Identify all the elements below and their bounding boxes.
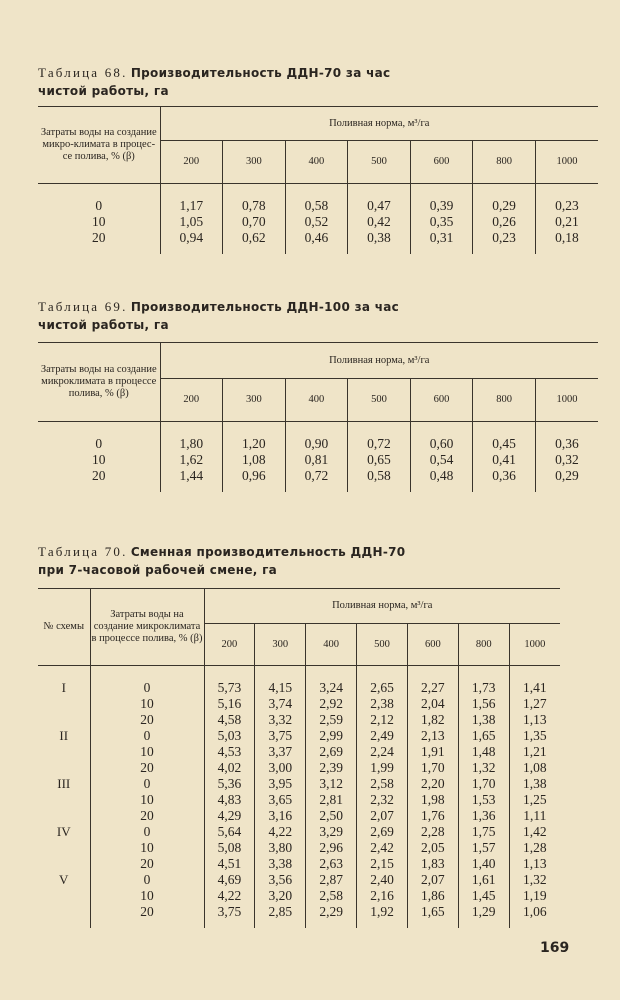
value-cell: 2,50 <box>306 808 357 824</box>
value-cell: 2,38 <box>357 696 408 712</box>
beta-cell: 0 <box>90 666 204 697</box>
table70-title-line1: Сменная производительность ДДН-70 <box>130 545 406 559</box>
norm-header-300: 300 <box>255 624 306 666</box>
value-cell: 1,27 <box>509 696 560 712</box>
value-cell: 2,05 <box>407 840 458 856</box>
value-cell: 3,38 <box>255 856 306 872</box>
table-row <box>38 744 560 760</box>
norm-header-600: 600 <box>407 624 458 666</box>
beta-column-header: Затраты воды на создание микро-климата в процес-се полива, % (β) <box>38 107 160 184</box>
scheme-cell: II <box>59 728 69 743</box>
table-row <box>38 696 560 712</box>
value-cell: 0,62 <box>223 230 286 254</box>
table69-body <box>38 422 598 493</box>
table-row <box>38 840 560 856</box>
norm-header-1000: 1000 <box>535 141 598 184</box>
value-cell: 0,31 <box>410 230 473 254</box>
norm-header-600: 600 <box>410 141 473 184</box>
value-cell: 1,17 <box>160 184 223 215</box>
table-row <box>38 872 560 888</box>
value-cell: 2,58 <box>357 776 408 792</box>
value-cell: 4,15 <box>255 666 306 697</box>
table-row <box>38 452 598 468</box>
value-cell: 1,19 <box>509 888 560 904</box>
scheme-cell <box>38 888 90 904</box>
value-cell: 1,75 <box>458 824 509 840</box>
table68-title-line1: Производительность ДДН-70 за час <box>130 66 391 80</box>
value-cell: 3,29 <box>306 824 357 840</box>
norm-header-200: 200 <box>160 141 223 184</box>
value-cell: 1,40 <box>458 856 509 872</box>
value-cell: 1,56 <box>458 696 509 712</box>
value-cell: 1,76 <box>407 808 458 824</box>
value-cell: 4,22 <box>255 824 306 840</box>
value-cell: 0,21 <box>535 214 598 230</box>
value-cell: 0,47 <box>348 184 411 215</box>
beta-column-header: Затраты воды на создание микроклимата в процессе полива, % (β) <box>90 589 204 666</box>
beta-cell: 10 <box>92 452 106 467</box>
table70-title-line2: при 7-часовой рабочей смене, га <box>38 563 278 577</box>
value-cell: 1,29 <box>458 904 509 928</box>
value-cell: 2,87 <box>306 872 357 888</box>
value-cell: 2,85 <box>255 904 306 928</box>
value-cell: 3,12 <box>306 776 357 792</box>
norm-header-800: 800 <box>473 379 536 422</box>
scheme-cell <box>38 840 90 856</box>
value-cell: 1,36 <box>458 808 509 824</box>
value-cell: 2,63 <box>306 856 357 872</box>
value-cell: 4,22 <box>204 888 255 904</box>
table68 <box>38 106 598 254</box>
norm-header-500: 500 <box>348 379 411 422</box>
value-cell: 3,37 <box>255 744 306 760</box>
irrigation-norm-header: Поливная норма, м³/га <box>160 343 598 379</box>
value-cell: 0,90 <box>285 422 348 453</box>
norm-header-500: 500 <box>357 624 408 666</box>
value-cell: 0,29 <box>473 184 536 215</box>
value-cell: 0,29 <box>535 468 598 492</box>
value-cell: 1,44 <box>160 468 223 492</box>
value-cell: 0,78 <box>223 184 286 215</box>
value-cell: 1,11 <box>509 808 560 824</box>
value-cell: 0,58 <box>348 468 411 492</box>
table-row <box>38 824 560 840</box>
beta-cell: 10 <box>90 840 204 856</box>
value-cell: 2,07 <box>357 808 408 824</box>
scheme-cell <box>38 744 90 760</box>
norm-header-400: 400 <box>285 141 348 184</box>
value-cell: 1,70 <box>407 760 458 776</box>
value-cell: 5,73 <box>204 666 255 697</box>
scheme-cell: I <box>61 680 66 695</box>
value-cell: 0,72 <box>348 422 411 453</box>
value-cell: 0,35 <box>410 214 473 230</box>
value-cell: 3,16 <box>255 808 306 824</box>
value-cell: 3,65 <box>255 792 306 808</box>
value-cell: 5,03 <box>204 728 255 744</box>
table69-title-line1: Производительность ДДН-100 за час <box>130 300 400 314</box>
scheme-cell <box>38 760 90 776</box>
table70-body <box>38 666 560 929</box>
table-row <box>38 728 560 744</box>
value-cell: 2,69 <box>306 744 357 760</box>
value-cell: 2,81 <box>306 792 357 808</box>
value-cell: 0,48 <box>410 468 473 492</box>
value-cell: 1,28 <box>509 840 560 856</box>
value-cell: 1,92 <box>357 904 408 928</box>
table68-caption <box>38 64 598 100</box>
value-cell: 1,20 <box>223 422 286 453</box>
beta-cell: 0 <box>90 776 204 792</box>
table69-label: Таблица 69. <box>38 299 128 314</box>
value-cell: 1,57 <box>458 840 509 856</box>
value-cell: 4,83 <box>204 792 255 808</box>
value-cell: 4,53 <box>204 744 255 760</box>
beta-cell: 20 <box>92 468 106 483</box>
value-cell: 1,70 <box>458 776 509 792</box>
value-cell: 2,15 <box>357 856 408 872</box>
value-cell: 2,27 <box>407 666 458 697</box>
value-cell: 3,24 <box>306 666 357 697</box>
value-cell: 0,45 <box>473 422 536 453</box>
table69-caption <box>38 298 598 334</box>
table-row <box>38 214 598 230</box>
value-cell: 3,00 <box>255 760 306 776</box>
value-cell: 2,20 <box>407 776 458 792</box>
value-cell: 1,38 <box>458 712 509 728</box>
norm-header-600: 600 <box>410 379 473 422</box>
value-cell: 0,70 <box>223 214 286 230</box>
table70-caption <box>38 543 598 579</box>
value-cell: 0,38 <box>348 230 411 254</box>
beta-cell: 20 <box>90 808 204 824</box>
beta-cell: 10 <box>90 696 204 712</box>
value-cell: 1,25 <box>509 792 560 808</box>
value-cell: 2,32 <box>357 792 408 808</box>
scheme-cell <box>38 712 90 728</box>
value-cell: 0,72 <box>285 468 348 492</box>
scheme-cell: V <box>59 872 69 887</box>
value-cell: 3,95 <box>255 776 306 792</box>
value-cell: 0,65 <box>348 452 411 468</box>
norm-header-1000: 1000 <box>509 624 560 666</box>
table68-title-line2: чистой работы, га <box>38 84 169 98</box>
value-cell: 5,08 <box>204 840 255 856</box>
value-cell: 1,82 <box>407 712 458 728</box>
value-cell: 4,02 <box>204 760 255 776</box>
value-cell: 1,13 <box>509 856 560 872</box>
value-cell: 1,99 <box>357 760 408 776</box>
value-cell: 0,42 <box>348 214 411 230</box>
beta-column-header: Затраты воды на создание микроклимата в процессе полива, % (β) <box>38 343 160 422</box>
table-row <box>38 760 560 776</box>
norm-header-300: 300 <box>223 141 286 184</box>
value-cell: 1,45 <box>458 888 509 904</box>
value-cell: 2,13 <box>407 728 458 744</box>
value-cell: 5,36 <box>204 776 255 792</box>
beta-cell: 20 <box>90 904 204 928</box>
irrigation-norm-header: Поливная норма, м³/га <box>160 107 598 141</box>
scheme-cell <box>38 792 90 808</box>
beta-cell: 20 <box>92 230 106 245</box>
scheme-cell <box>38 696 90 712</box>
value-cell: 0,18 <box>535 230 598 254</box>
value-cell: 2,12 <box>357 712 408 728</box>
value-cell: 1,08 <box>509 760 560 776</box>
value-cell: 2,07 <box>407 872 458 888</box>
value-cell: 0,96 <box>223 468 286 492</box>
irrigation-norm-header: Поливная норма, м³/га <box>204 589 560 624</box>
value-cell: 1,42 <box>509 824 560 840</box>
value-cell: 1,73 <box>458 666 509 697</box>
value-cell: 3,56 <box>255 872 306 888</box>
value-cell: 1,13 <box>509 712 560 728</box>
value-cell: 3,75 <box>255 728 306 744</box>
value-cell: 1,91 <box>407 744 458 760</box>
beta-cell: 0 <box>90 872 204 888</box>
value-cell: 1,32 <box>509 872 560 888</box>
beta-cell: 10 <box>90 888 204 904</box>
value-cell: 3,80 <box>255 840 306 856</box>
value-cell: 3,20 <box>255 888 306 904</box>
value-cell: 1,08 <box>223 452 286 468</box>
beta-cell: 10 <box>92 214 106 229</box>
beta-cell: 20 <box>90 712 204 728</box>
norm-header-400: 400 <box>306 624 357 666</box>
value-cell: 1,65 <box>458 728 509 744</box>
value-cell: 2,39 <box>306 760 357 776</box>
table68-body <box>38 184 598 255</box>
table70-label: Таблица 70. <box>38 544 128 559</box>
value-cell: 0,54 <box>410 452 473 468</box>
value-cell: 2,59 <box>306 712 357 728</box>
table-row <box>38 888 560 904</box>
value-cell: 2,58 <box>306 888 357 904</box>
value-cell: 1,21 <box>509 744 560 760</box>
norm-header-800: 800 <box>473 141 536 184</box>
value-cell: 2,24 <box>357 744 408 760</box>
scheme-cell <box>38 856 90 872</box>
beta-cell: 0 <box>95 198 103 213</box>
value-cell: 1,80 <box>160 422 223 453</box>
beta-cell: 0 <box>95 436 103 451</box>
beta-cell: 20 <box>90 760 204 776</box>
norm-header-800: 800 <box>458 624 509 666</box>
norm-header-500: 500 <box>348 141 411 184</box>
value-cell: 0,26 <box>473 214 536 230</box>
value-cell: 2,42 <box>357 840 408 856</box>
beta-cell: 0 <box>90 824 204 840</box>
table69-title-line2: чистой работы, га <box>38 318 169 332</box>
norm-header-200: 200 <box>204 624 255 666</box>
scheme-cell <box>38 808 90 824</box>
value-cell: 5,64 <box>204 824 255 840</box>
value-cell: 2,49 <box>357 728 408 744</box>
value-cell: 1,61 <box>458 872 509 888</box>
value-cell: 2,40 <box>357 872 408 888</box>
value-cell: 4,69 <box>204 872 255 888</box>
value-cell: 4,29 <box>204 808 255 824</box>
value-cell: 0,94 <box>160 230 223 254</box>
table-row <box>38 904 560 928</box>
table-row <box>38 422 598 453</box>
value-cell: 2,29 <box>306 904 357 928</box>
norm-header-1000: 1000 <box>535 379 598 422</box>
value-cell: 2,99 <box>306 728 357 744</box>
value-cell: 2,28 <box>407 824 458 840</box>
value-cell: 5,16 <box>204 696 255 712</box>
value-cell: 0,39 <box>410 184 473 215</box>
table-row <box>38 468 598 492</box>
value-cell: 3,75 <box>204 904 255 928</box>
table-row <box>38 808 560 824</box>
table70 <box>38 588 560 928</box>
value-cell: 4,51 <box>204 856 255 872</box>
value-cell: 2,96 <box>306 840 357 856</box>
value-cell: 3,32 <box>255 712 306 728</box>
scheme-cell <box>38 904 90 928</box>
scheme-cell: IV <box>56 824 71 839</box>
norm-header-400: 400 <box>285 379 348 422</box>
scheme-cell: III <box>57 776 71 791</box>
value-cell: 0,81 <box>285 452 348 468</box>
value-cell: 0,32 <box>535 452 598 468</box>
value-cell: 0,36 <box>535 422 598 453</box>
value-cell: 0,23 <box>473 230 536 254</box>
beta-cell: 10 <box>90 744 204 760</box>
value-cell: 1,05 <box>160 214 223 230</box>
beta-cell: 10 <box>90 792 204 808</box>
value-cell: 1,06 <box>509 904 560 928</box>
value-cell: 1,32 <box>458 760 509 776</box>
value-cell: 1,38 <box>509 776 560 792</box>
norm-header-200: 200 <box>160 379 223 422</box>
table-row <box>38 666 560 697</box>
table68-label: Таблица 68. <box>38 65 128 80</box>
value-cell: 1,65 <box>407 904 458 928</box>
value-cell: 1,53 <box>458 792 509 808</box>
value-cell: 1,35 <box>509 728 560 744</box>
value-cell: 0,60 <box>410 422 473 453</box>
value-cell: 0,36 <box>473 468 536 492</box>
table69 <box>38 342 598 492</box>
table-row <box>38 230 598 254</box>
value-cell: 3,74 <box>255 696 306 712</box>
scheme-column-header: № схемы <box>38 589 90 666</box>
value-cell: 2,04 <box>407 696 458 712</box>
value-cell: 1,41 <box>509 666 560 697</box>
table-row <box>38 856 560 872</box>
value-cell: 1,86 <box>407 888 458 904</box>
value-cell: 0,58 <box>285 184 348 215</box>
value-cell: 0,46 <box>285 230 348 254</box>
table-row <box>38 792 560 808</box>
beta-cell: 20 <box>90 856 204 872</box>
value-cell: 2,65 <box>357 666 408 697</box>
value-cell: 4,58 <box>204 712 255 728</box>
value-cell: 0,41 <box>473 452 536 468</box>
value-cell: 1,98 <box>407 792 458 808</box>
value-cell: 1,83 <box>407 856 458 872</box>
value-cell: 2,69 <box>357 824 408 840</box>
table-row <box>38 776 560 792</box>
value-cell: 0,52 <box>285 214 348 230</box>
table-row <box>38 184 598 215</box>
value-cell: 1,48 <box>458 744 509 760</box>
page-number: 169 <box>540 940 570 956</box>
value-cell: 1,62 <box>160 452 223 468</box>
value-cell: 0,23 <box>535 184 598 215</box>
norm-header-300: 300 <box>223 379 286 422</box>
value-cell: 2,16 <box>357 888 408 904</box>
table-row <box>38 712 560 728</box>
beta-cell: 0 <box>90 728 204 744</box>
value-cell: 2,92 <box>306 696 357 712</box>
